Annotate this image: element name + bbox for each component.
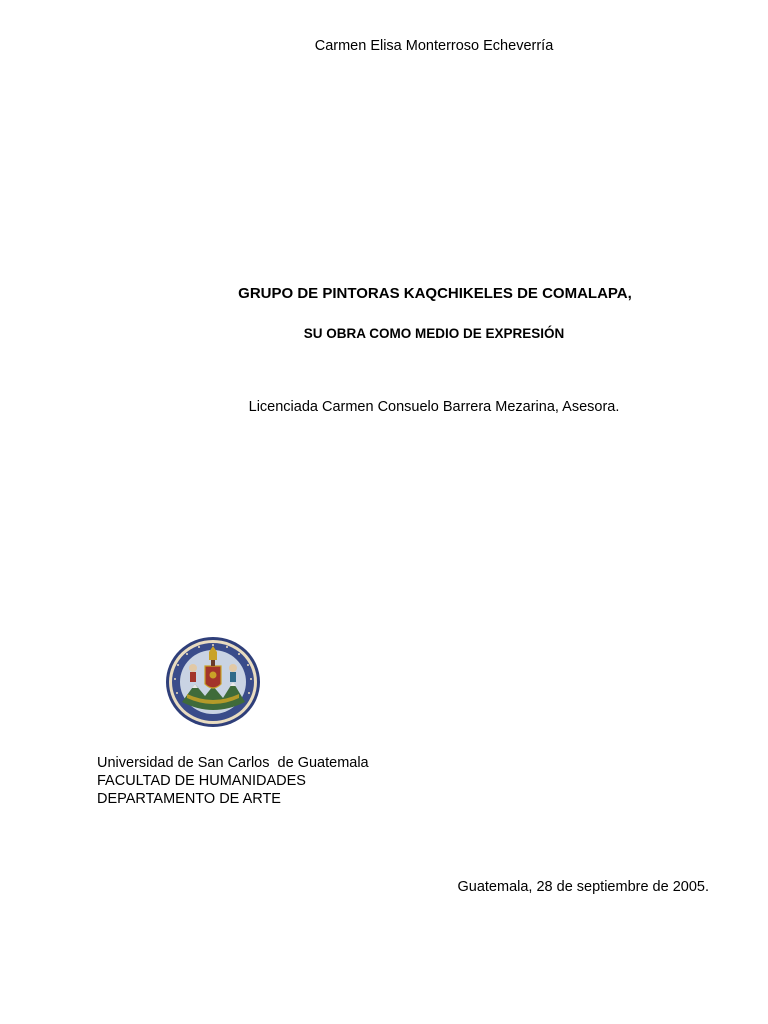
author-name: Carmen Elisa Monterroso Echeverría bbox=[314, 38, 554, 54]
institution-block bbox=[97, 754, 369, 808]
department-name: DEPARTAMENTO DE ARTE bbox=[97, 791, 281, 807]
advisor-line: Licenciada Carmen Consuelo Barrera Mezarina, Asesora. bbox=[248, 399, 620, 415]
document-title: GRUPO DE PINTORAS KAQCHIKELES DE COMALAPA, bbox=[238, 285, 632, 302]
document-subtitle: SU OBRA COMO MEDIO DE EXPRESIÓN bbox=[303, 326, 565, 341]
date-line: Guatemala, 28 de septiembre de 2005. bbox=[457, 879, 709, 895]
university-name: Universidad de San Carlos de Guatemala bbox=[97, 755, 369, 771]
faculty-name: FACULTAD DE HUMANIDADES bbox=[97, 773, 306, 789]
university-seal-icon bbox=[165, 636, 261, 728]
